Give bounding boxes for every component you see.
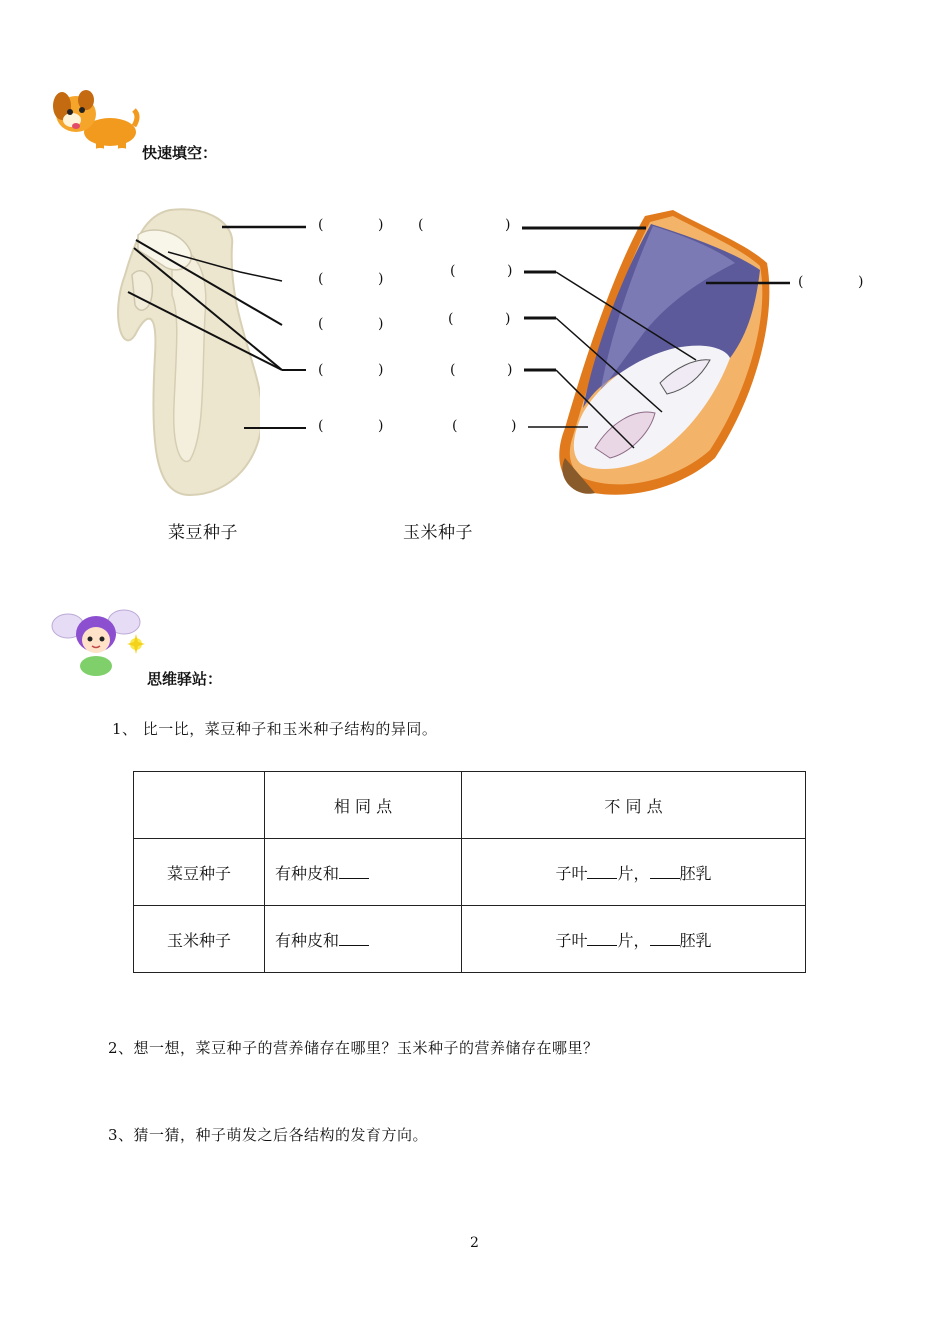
- table-header-same: 相 同 点: [265, 772, 462, 839]
- bean-blank-5-close: ): [378, 418, 384, 434]
- corn-blank-6-open: (: [798, 274, 804, 290]
- bean-blank-5-open: (: [318, 418, 324, 434]
- page-number: 2: [470, 1235, 479, 1251]
- corn-blank-5-close: ): [511, 418, 517, 434]
- same-cell: [265, 906, 462, 973]
- diff-text-c: 胚乳: [679, 863, 712, 883]
- bean-blank-4-close: ): [378, 362, 384, 378]
- corn-blank-4-open: (: [450, 362, 456, 378]
- table-header-diff: 不 同 点: [462, 772, 806, 839]
- fill-blank[interactable]: [339, 864, 369, 879]
- table-header-empty: [134, 772, 265, 839]
- row-name: 玉米种子: [134, 906, 265, 973]
- bean-blank-2-close: ): [378, 271, 384, 287]
- corn-blank-3-close: ): [505, 311, 511, 327]
- corn-blank-6-close: ): [858, 274, 864, 290]
- fill-blank[interactable]: [587, 931, 617, 946]
- diff-text-b: 片，: [617, 863, 650, 883]
- diff-text-b: 片，: [617, 930, 650, 950]
- diff-cell: [462, 839, 806, 906]
- bean-blank-3-close: ): [378, 316, 384, 332]
- fill-blank[interactable]: [339, 931, 369, 946]
- same-text: 有种皮和: [275, 930, 340, 950]
- corn-blank-5-open: (: [452, 418, 458, 434]
- diff-cell: [462, 906, 806, 973]
- corn-blank-1-open: (: [418, 217, 424, 233]
- diff-text-a: 子叶: [555, 930, 588, 950]
- fill-blank[interactable]: [650, 864, 680, 879]
- corn-blank-2-close: ): [507, 263, 513, 279]
- bean-blank-4-open: (: [318, 362, 324, 378]
- bean-blank-1-open: (: [318, 217, 324, 233]
- fairy-icon: [50, 604, 146, 680]
- section-heading-thinking-station: 思维驿站：: [147, 670, 223, 688]
- bean-seed-caption: 菜豆种子: [168, 523, 238, 543]
- comparison-table: [133, 771, 806, 973]
- bean-blank-3-open: (: [318, 316, 324, 332]
- table-header-row: [134, 772, 806, 839]
- table-row: [134, 839, 806, 906]
- same-cell: [265, 839, 462, 906]
- table-row: [134, 906, 806, 973]
- question-3: 3、猜一猜，种子萌发之后各结构的发育方向。: [108, 1126, 429, 1144]
- diff-text-a: 子叶: [555, 863, 588, 883]
- same-text: 有种皮和: [275, 863, 340, 883]
- corn-label-lines: [0, 0, 950, 560]
- row-name: 菜豆种子: [134, 839, 265, 906]
- diff-text-c: 胚乳: [679, 930, 712, 950]
- bean-blank-2-open: (: [318, 271, 324, 287]
- fill-blank[interactable]: [650, 931, 680, 946]
- corn-blank-4-close: ): [507, 362, 513, 378]
- corn-seed-caption: 玉米种子: [403, 523, 473, 543]
- question-2: 2、想一想，菜豆种子的营养储存在哪里？玉米种子的营养储存在哪里？: [108, 1039, 599, 1057]
- corn-blank-3-open: (: [448, 311, 454, 327]
- bean-blank-1-close: ): [378, 217, 384, 233]
- section-heading-quick-fill: 快速填空：: [142, 144, 218, 162]
- corn-blank-2-open: (: [450, 263, 456, 279]
- question-1: 1、 比一比，菜豆种子和玉米种子结构的异同。: [112, 720, 438, 738]
- fill-blank[interactable]: [587, 864, 617, 879]
- corn-blank-1-close: ): [505, 217, 511, 233]
